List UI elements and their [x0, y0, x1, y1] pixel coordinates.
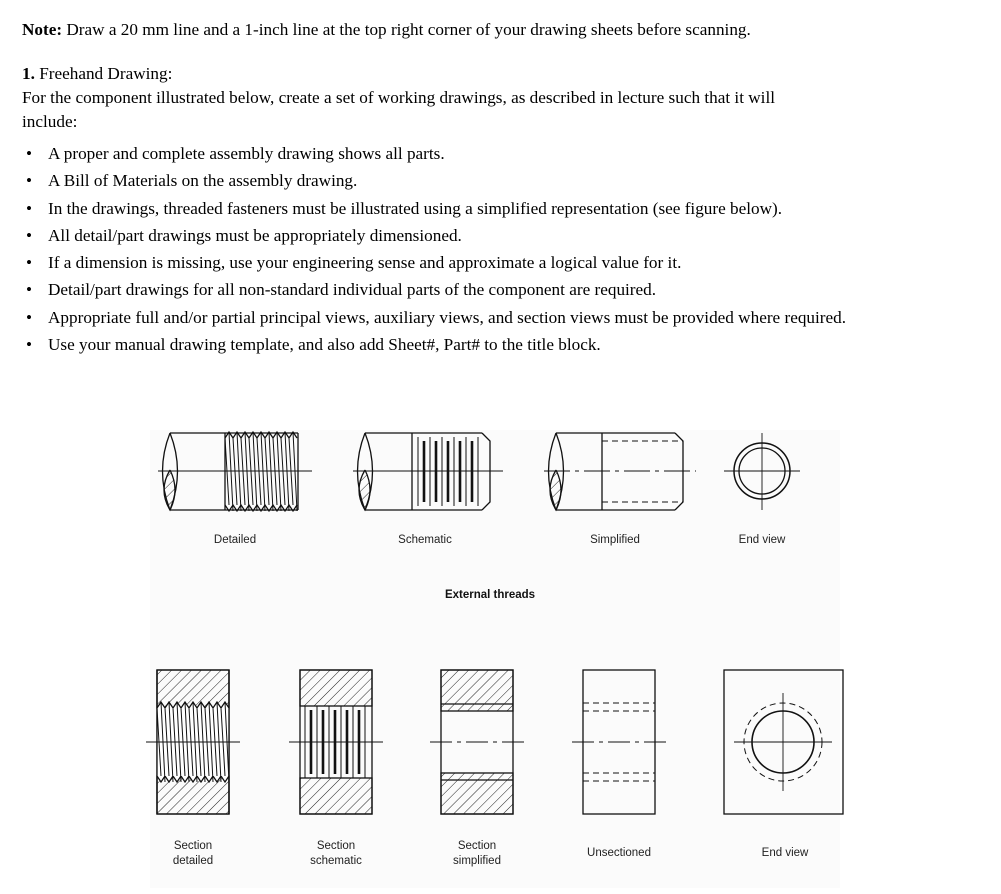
caption-simplified: Simplified	[590, 534, 640, 546]
internal-section-schematic-drawing	[289, 670, 383, 814]
list-item: • Appropriate full and/or partial principal views, auxiliary views, and section views must be provided where required.	[22, 306, 980, 331]
list-item: • All detail/part drawings must be appropriately dimensioned.	[22, 224, 980, 249]
list-item: • A Bill of Materials on the assembly drawing.	[22, 169, 980, 194]
caption-section-simplified-1: Section	[457, 840, 497, 852]
caption-section-detailed-2: detailed	[172, 855, 214, 867]
caption-section-detailed-1: Section	[173, 840, 213, 852]
list-item: • If a dimension is missing, use your engineering sense and approximate a logical value for it.	[22, 251, 980, 276]
caption-section-simplified-2: simplified	[453, 855, 501, 867]
list-item: • In the drawings, threaded fasteners must be illustrated using a simplified representation (see figure below).	[22, 197, 980, 222]
note-label: Note:	[22, 20, 63, 39]
caption-external-threads: External threads	[444, 589, 536, 601]
list-item: • A proper and complete assembly drawing shows all parts.	[22, 142, 980, 167]
section-title: Freehand Drawing:	[34, 64, 173, 83]
list-item: • Detail/part drawings for all non-standard individual parts of the component are required.	[22, 278, 980, 303]
figure-background	[150, 430, 840, 888]
caption-unsectioned: Unsectioned	[587, 847, 651, 859]
caption-detailed: Detailed	[213, 534, 257, 546]
intro-line-2: include:	[22, 112, 78, 131]
internal-section-detailed-drawing	[146, 670, 240, 814]
intro-line-1: For the component illustrated below, create a set of working drawings, as described in lecture such that it will	[22, 88, 776, 107]
caption-section-schematic-1: Section	[316, 840, 356, 852]
section-number: 1.	[22, 64, 35, 83]
caption-internal-end-view: End view	[761, 847, 809, 859]
caption-section-schematic-2: schematic	[310, 855, 362, 867]
caption-schematic: Schematic	[398, 534, 452, 546]
list-item: • Use your manual drawing template, and also add Sheet#, Part# to the title block.	[22, 333, 980, 358]
note-text: Draw a 20 mm line and a 1-inch line at the top right corner of your drawing sheets before scanning.	[62, 20, 751, 39]
internal-section-simplified-drawing	[430, 670, 524, 814]
caption-end-view: End view	[738, 534, 786, 546]
